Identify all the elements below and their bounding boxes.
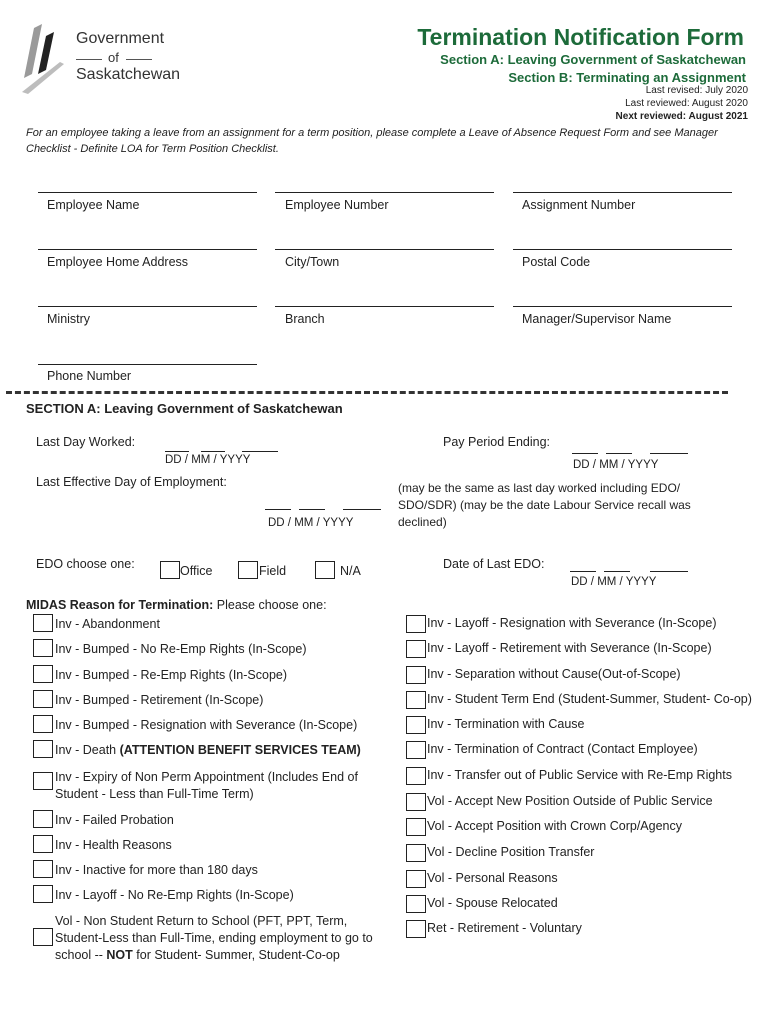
reason-label: Vol - Decline Position Transfer bbox=[427, 845, 595, 859]
reason-label: Vol - Personal Reasons bbox=[427, 871, 558, 885]
reason-checkbox[interactable] bbox=[33, 665, 53, 683]
reason-label: Inv - Layoff - No Re-Emp Rights (In-Scope) bbox=[55, 888, 294, 902]
midas-label-bold: MIDAS Reason for Termination: bbox=[26, 598, 214, 612]
reason-label: Inv - Health Reasons bbox=[55, 838, 172, 852]
reason-death-text: Inv - Death bbox=[55, 743, 117, 757]
reason-checkbox[interactable] bbox=[406, 615, 426, 633]
last-day-format: DD / MM / YYYY bbox=[165, 454, 251, 466]
reason-checkbox[interactable] bbox=[406, 640, 426, 658]
phone-label: Phone Number bbox=[47, 369, 132, 383]
city-town-field[interactable] bbox=[275, 249, 494, 250]
last-edo-format: DD / MM / YYYY bbox=[571, 576, 657, 588]
reason-label-return-school bbox=[55, 913, 390, 964]
reason-label: Inv - Separation without Cause(Out-of-Scope) bbox=[427, 667, 681, 681]
reason-checkbox[interactable] bbox=[33, 835, 53, 853]
date-last-edo-label: Date of Last EDO: bbox=[443, 557, 545, 571]
last-edo-mm-field[interactable] bbox=[604, 571, 630, 572]
reason-label: Inv - Layoff - Resignation with Severance (In-Scope) bbox=[427, 616, 717, 630]
reason-checkbox[interactable] bbox=[33, 810, 53, 828]
last-day-dd-field[interactable] bbox=[165, 451, 189, 452]
employee-name-label: Employee Name bbox=[47, 198, 140, 212]
reason-checkbox[interactable] bbox=[406, 870, 426, 888]
effective-mm-field[interactable] bbox=[299, 509, 325, 510]
reason-checkbox[interactable] bbox=[406, 818, 426, 836]
reason-label: Inv - Abandonment bbox=[55, 617, 160, 631]
logo-line-1: Government bbox=[76, 30, 165, 47]
reason-checkbox[interactable] bbox=[33, 690, 53, 708]
pay-period-dd-field[interactable] bbox=[572, 453, 598, 454]
manager-field[interactable] bbox=[513, 306, 732, 307]
midas-label bbox=[26, 598, 327, 612]
home-address-label: Employee Home Address bbox=[47, 255, 189, 269]
reason-label: Inv - Layoff - Retirement with Severance (In-Scope) bbox=[427, 641, 712, 655]
edo-na-label: N/A bbox=[340, 564, 361, 578]
reason-checkbox[interactable] bbox=[406, 741, 426, 759]
branch-label: Branch bbox=[285, 312, 325, 326]
assignment-number-field[interactable] bbox=[513, 192, 732, 193]
reason-checkbox[interactable] bbox=[406, 691, 426, 709]
section-a-subtitle: Section A: Leaving Government of Saskatchewan bbox=[440, 52, 746, 67]
next-reviewed: Next reviewed: August 2021 bbox=[615, 111, 748, 122]
reason-label: Inv - Termination of Contract (Contact Employee) bbox=[427, 742, 698, 756]
reason-label: Inv - Bumped - Retirement (In-Scope) bbox=[55, 693, 264, 707]
intro-note: For an employee taking a leave from an assignment for a term position, please complete a Leave of Absence Request Form and see Manager Checklist - Definite LOA for Term Position Checklist. bbox=[26, 127, 718, 155]
pay-period-note: (may be the same as last day worked including EDO/ SDO/SDR) (may be the date Labour Service recall was declined) bbox=[398, 481, 691, 529]
reason-checkbox[interactable] bbox=[33, 860, 53, 878]
reason-return-school-rest: for Student- Summer, Student-Co-op bbox=[132, 948, 340, 962]
ministry-field[interactable] bbox=[38, 306, 257, 307]
logo-rule-right bbox=[126, 59, 152, 60]
branch-field[interactable] bbox=[275, 306, 494, 307]
last-day-mm-field[interactable] bbox=[201, 451, 225, 452]
reason-return-school-bold: NOT bbox=[106, 948, 133, 962]
midas-label-rest: Please choose one: bbox=[213, 598, 327, 612]
reason-checkbox[interactable] bbox=[406, 920, 426, 938]
logo-rule-left bbox=[76, 59, 102, 60]
reason-checkbox[interactable] bbox=[33, 740, 53, 758]
edo-na-checkbox[interactable] bbox=[315, 561, 335, 579]
edo-field-checkbox[interactable] bbox=[238, 561, 258, 579]
reason-label: Vol - Accept New Position Outside of Public Service bbox=[427, 794, 713, 808]
last-edo-yyyy-field[interactable] bbox=[650, 571, 688, 572]
logo bbox=[20, 22, 180, 94]
form-title: Termination Notification Form bbox=[417, 24, 744, 50]
reason-checkbox[interactable] bbox=[33, 885, 53, 903]
reason-checkbox[interactable] bbox=[406, 716, 426, 734]
employee-number-field[interactable] bbox=[275, 192, 494, 193]
section-divider bbox=[6, 391, 728, 394]
last-edo-dd-field[interactable] bbox=[570, 571, 596, 572]
reason-checkbox[interactable] bbox=[406, 895, 426, 913]
phone-field[interactable] bbox=[38, 364, 257, 365]
reason-label: Inv - Bumped - Resignation with Severance (In-Scope) bbox=[55, 718, 358, 732]
reason-death-bold: (ATTENTION BENEFIT SERVICES TEAM) bbox=[116, 743, 361, 757]
reason-checkbox[interactable] bbox=[33, 614, 53, 632]
effective-format: DD / MM / YYYY bbox=[268, 517, 354, 529]
pay-period-yyyy-field[interactable] bbox=[650, 453, 688, 454]
section-a-heading: SECTION A: Leaving Government of Saskatchewan bbox=[26, 401, 343, 416]
postal-code-field[interactable] bbox=[513, 249, 732, 250]
reason-label: Inv - Bumped - Re-Emp Rights (In-Scope) bbox=[55, 668, 288, 682]
reason-checkbox[interactable] bbox=[33, 715, 53, 733]
reason-label: Ret - Retirement - Voluntary bbox=[427, 921, 582, 935]
pay-period-ending-label: Pay Period Ending: bbox=[443, 435, 551, 449]
employee-number-label: Employee Number bbox=[285, 198, 389, 212]
last-day-yyyy-field[interactable] bbox=[242, 451, 278, 452]
edo-office-checkbox[interactable] bbox=[160, 561, 180, 579]
edo-choose-label: EDO choose one: bbox=[36, 557, 135, 571]
manager-label: Manager/Supervisor Name bbox=[522, 312, 672, 326]
home-address-field[interactable] bbox=[38, 249, 257, 250]
reason-return-school-text: Vol - Non Student Return to School (PFT, PPT, Term, Student-Less than Full-Time, ending employment to go to school -- bbox=[55, 914, 373, 962]
reason-label: Vol - Accept Position with Crown Corp/Agency bbox=[427, 819, 682, 833]
reason-label-death bbox=[55, 743, 361, 757]
edo-field-label: Field bbox=[259, 564, 287, 578]
reason-label: Inv - Failed Probation bbox=[55, 813, 174, 827]
reason-checkbox[interactable] bbox=[33, 772, 53, 790]
pay-period-format: DD / MM / YYYY bbox=[573, 459, 659, 471]
edo-office-label: Office bbox=[180, 564, 213, 578]
reason-label: Inv - Inactive for more than 180 days bbox=[55, 863, 258, 877]
last-day-worked-label: Last Day Worked: bbox=[36, 435, 136, 449]
reason-checkbox[interactable] bbox=[33, 639, 53, 657]
section-b-subtitle: Section B: Terminating an Assignment bbox=[508, 70, 746, 85]
employee-name-field[interactable] bbox=[38, 192, 257, 193]
postal-code-label: Postal Code bbox=[522, 255, 591, 269]
city-town-label: City/Town bbox=[285, 255, 340, 269]
logo-line-3: Saskatchewan bbox=[76, 66, 181, 83]
reason-checkbox[interactable] bbox=[406, 844, 426, 862]
last-reviewed: Last reviewed: August 2020 bbox=[625, 98, 748, 109]
reason-label: Inv - Termination with Cause bbox=[427, 717, 585, 731]
logo-mark-icon bbox=[20, 22, 70, 94]
effective-dd-field[interactable] bbox=[265, 509, 291, 510]
reason-checkbox[interactable] bbox=[33, 928, 53, 946]
reason-label: Inv - Expiry of Non Perm Appointment (Includes End of Student - Less than Full-Time Term) bbox=[55, 770, 358, 801]
reason-label: Inv - Student Term End (Student-Summer, Student- Co-op) bbox=[427, 692, 752, 706]
logo-line-2: of bbox=[108, 50, 119, 65]
effective-yyyy-field[interactable] bbox=[343, 509, 381, 510]
reason-label: Vol - Spouse Relocated bbox=[427, 896, 558, 910]
last-revised: Last revised: July 2020 bbox=[645, 85, 748, 96]
reason-checkbox[interactable] bbox=[406, 767, 426, 785]
pay-period-mm-field[interactable] bbox=[606, 453, 632, 454]
reason-checkbox[interactable] bbox=[406, 666, 426, 684]
reason-label: Inv - Bumped - No Re-Emp Rights (In-Scope) bbox=[55, 642, 307, 656]
reason-label: Inv - Transfer out of Public Service with Re-Emp Rights bbox=[427, 768, 732, 782]
ministry-label: Ministry bbox=[47, 312, 91, 326]
reason-checkbox[interactable] bbox=[406, 793, 426, 811]
last-effective-day-label: Last Effective Day of Employment: bbox=[36, 475, 227, 489]
assignment-number-label: Assignment Number bbox=[522, 198, 636, 212]
